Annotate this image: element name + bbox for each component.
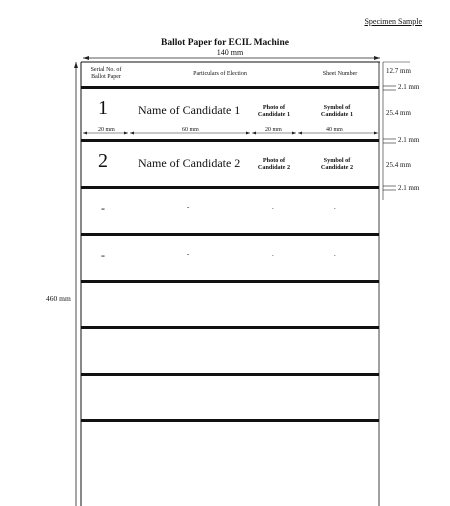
row-3-photo-placeholder: . [272, 203, 274, 211]
row-2-height-dim: 25.4 mm [386, 161, 411, 169]
candidate-2-symbol: Symbol of Candidate 2 [320, 157, 354, 171]
col-dim-serial: 20 mm [98, 127, 115, 133]
header-serial: Serial No. of Ballot Paper [90, 67, 122, 80]
row-4-serial-placeholder: - [101, 248, 105, 262]
width-dimension: 140 mm [216, 48, 244, 57]
candidate-2-name: Name of Candidate 2 [138, 156, 241, 170]
candidate-1-photo: Photo of Candidate 1 [257, 104, 291, 118]
row-4-symbol-placeholder: . [334, 250, 336, 258]
header-height-dim: 12.7 mm [386, 67, 411, 75]
col-dim-photo: 20 mm [265, 127, 282, 133]
candidate-2-photo: Photo of Candidate 2 [257, 157, 291, 171]
sep-dim-3: 2.1 mm [398, 184, 420, 192]
header-particulars: Particulars of Election [193, 71, 247, 77]
candidate-1-symbol: Symbol of Candidate 1 [320, 104, 354, 118]
row-4-name-placeholder: - [187, 250, 190, 258]
height-dimension: 460 mm [46, 294, 71, 303]
candidate-1-name: Name of Candidate 1 [138, 103, 241, 117]
row-3-name-placeholder: - [187, 203, 190, 211]
col-dim-symbol: 40 mm [326, 127, 343, 133]
row-3-symbol-placeholder: . [334, 203, 336, 211]
sep-dim-2: 2.1 mm [398, 136, 420, 144]
specimen-label: Specimen Sample [364, 17, 422, 26]
candidate-2-serial: 2 [98, 150, 108, 172]
candidate-1-serial: 1 [98, 97, 108, 119]
header-sheet-number: Sheet Number [322, 71, 358, 77]
row-1-height-dim: 25.4 mm [386, 109, 411, 117]
col-dim-name: 60 mm [182, 127, 199, 133]
ballot-title: Ballot Paper for ECIL Machine [161, 38, 289, 48]
sep-dim-1: 2.1 mm [398, 83, 420, 91]
row-3-serial-placeholder: - [101, 201, 105, 215]
row-4-photo-placeholder: . [272, 250, 274, 258]
